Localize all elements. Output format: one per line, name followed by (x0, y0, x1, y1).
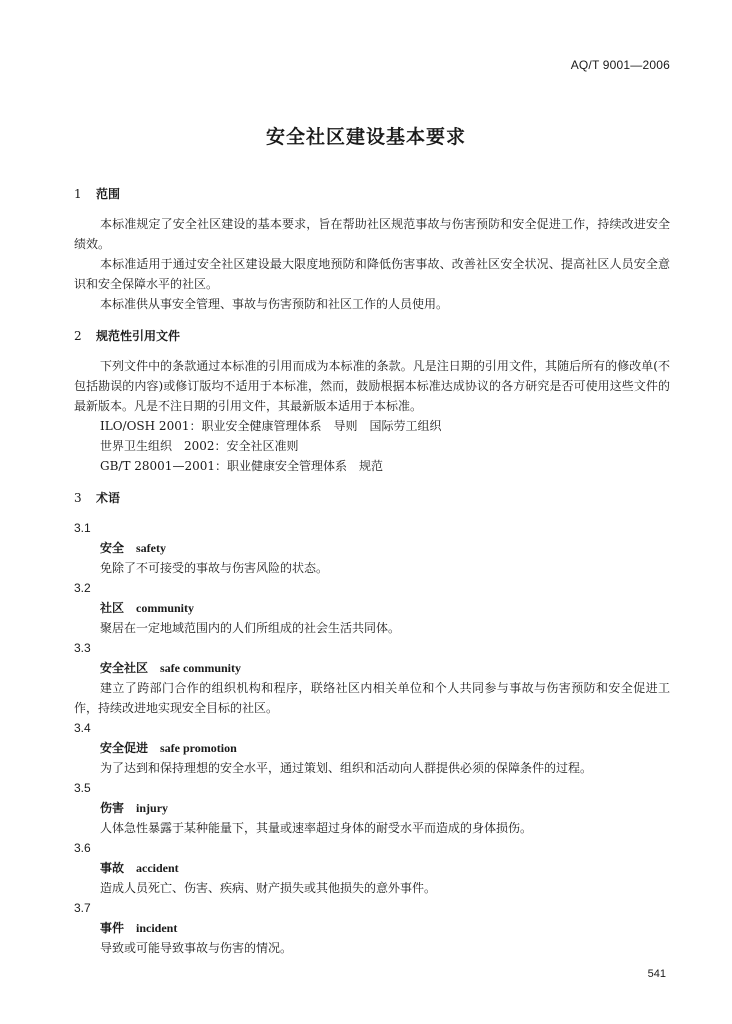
section-number: 3 (74, 491, 82, 505)
term-number: 3.5 (74, 781, 91, 795)
term-en: incident (136, 921, 178, 935)
term-definition: 造成人员死亡、伤害、疾病、财产损失或其他损失的意外事件。 (100, 881, 437, 895)
page-number: 541 (647, 968, 666, 980)
section-heading-terms (74, 488, 670, 508)
term-zh: 事件 (100, 921, 125, 935)
document-body (74, 184, 670, 958)
term-definition: 免除了不可接受的事故与伤害风险的状态。 (100, 561, 329, 575)
term-zh: 安全社区 (100, 661, 149, 675)
term-en: safe promotion (160, 741, 237, 755)
term-name (74, 918, 670, 938)
term-number: 3.1 (74, 521, 91, 535)
term-definition: 建立了跨部门合作的组织机构和程序，联络社区内相关单位和个人共同参与事故与伤害预防和安全促进工作，持续改进地实现安全目标的社区。 (74, 681, 670, 715)
term-number: 3.3 (74, 641, 91, 655)
term-number: 3.6 (74, 841, 91, 855)
term-name (74, 598, 670, 618)
section-title: 规范性引用文件 (96, 329, 181, 343)
section-title: 范围 (96, 187, 121, 201)
section-number: 1 (74, 187, 82, 201)
paragraph: 本标准供从事安全管理、事故与伤害预防和社区工作的人员使用。 (100, 297, 449, 311)
term-definition: 为了达到和保持理想的安全水平，通过策划、组织和活动向人群提供必须的保障条件的过程。 (100, 761, 593, 775)
term-zh: 安全促进 (100, 741, 149, 755)
term-name (74, 798, 670, 818)
term-zh: 事故 (100, 861, 125, 875)
term-en: safety (136, 541, 167, 555)
term-definition: 人体急性暴露于某种能量下，其量或速率超过身体的耐受水平而造成的身体损伤。 (100, 821, 533, 835)
term-name (74, 538, 670, 558)
reference-item: GB/T 28001—2001：职业健康安全管理体系 规范 (100, 459, 383, 473)
term-name (74, 658, 670, 678)
term-number: 3.2 (74, 581, 91, 595)
standard-code: AQ/T 9001—2006 (570, 58, 670, 72)
term-name (74, 738, 670, 758)
term-definition: 聚居在一定地域范围内的人们所组成的社会生活共同体。 (100, 621, 401, 635)
term-zh: 安全 (100, 541, 125, 555)
section-heading-scope (74, 184, 670, 204)
term-en: accident (136, 861, 179, 875)
term-en: injury (136, 801, 169, 815)
term-number: 3.4 (74, 721, 91, 735)
section-title: 术语 (96, 491, 121, 505)
paragraph: 本标准适用于通过安全社区建设最大限度地预防和降低伤害事故、改善社区安全状况、提高社区人员安全意识和安全保障水平的社区。 (74, 257, 670, 291)
term-en: community (136, 601, 195, 615)
section-number: 2 (74, 329, 82, 343)
page-title: 安全社区建设基本要求 (265, 126, 466, 148)
section-heading-normative (74, 326, 670, 346)
paragraph: 本标准规定了安全社区建设的基本要求，旨在帮助社区规范事故与伤害预防和安全促进工作，持续改进安全绩效。 (74, 217, 670, 251)
reference-item: 世界卫生组织 2002：安全社区准则 (100, 439, 299, 453)
term-zh: 社区 (100, 601, 125, 615)
term-number: 3.7 (74, 901, 91, 915)
term-name (74, 858, 670, 878)
term-en: safe community (160, 661, 242, 675)
paragraph: 下列文件中的条款通过本标准的引用而成为本标准的条款。凡是注日期的引用文件，其随后所有的修改单(不包括勘误的内容)或修订版均不适用于本标准，然而，鼓励根据本标准达成协议的各方研究是否可使用这些文件的最新版本。凡是不注日期的引用文件，其最新版本适用于本标准。 (74, 359, 670, 413)
reference-item: ILO/OSH 2001：职业安全健康管理体系 导则 国际劳工组织 (100, 419, 442, 433)
term-definition: 导致或可能导致事故与伤害的情况。 (100, 941, 293, 955)
term-zh: 伤害 (100, 801, 125, 815)
